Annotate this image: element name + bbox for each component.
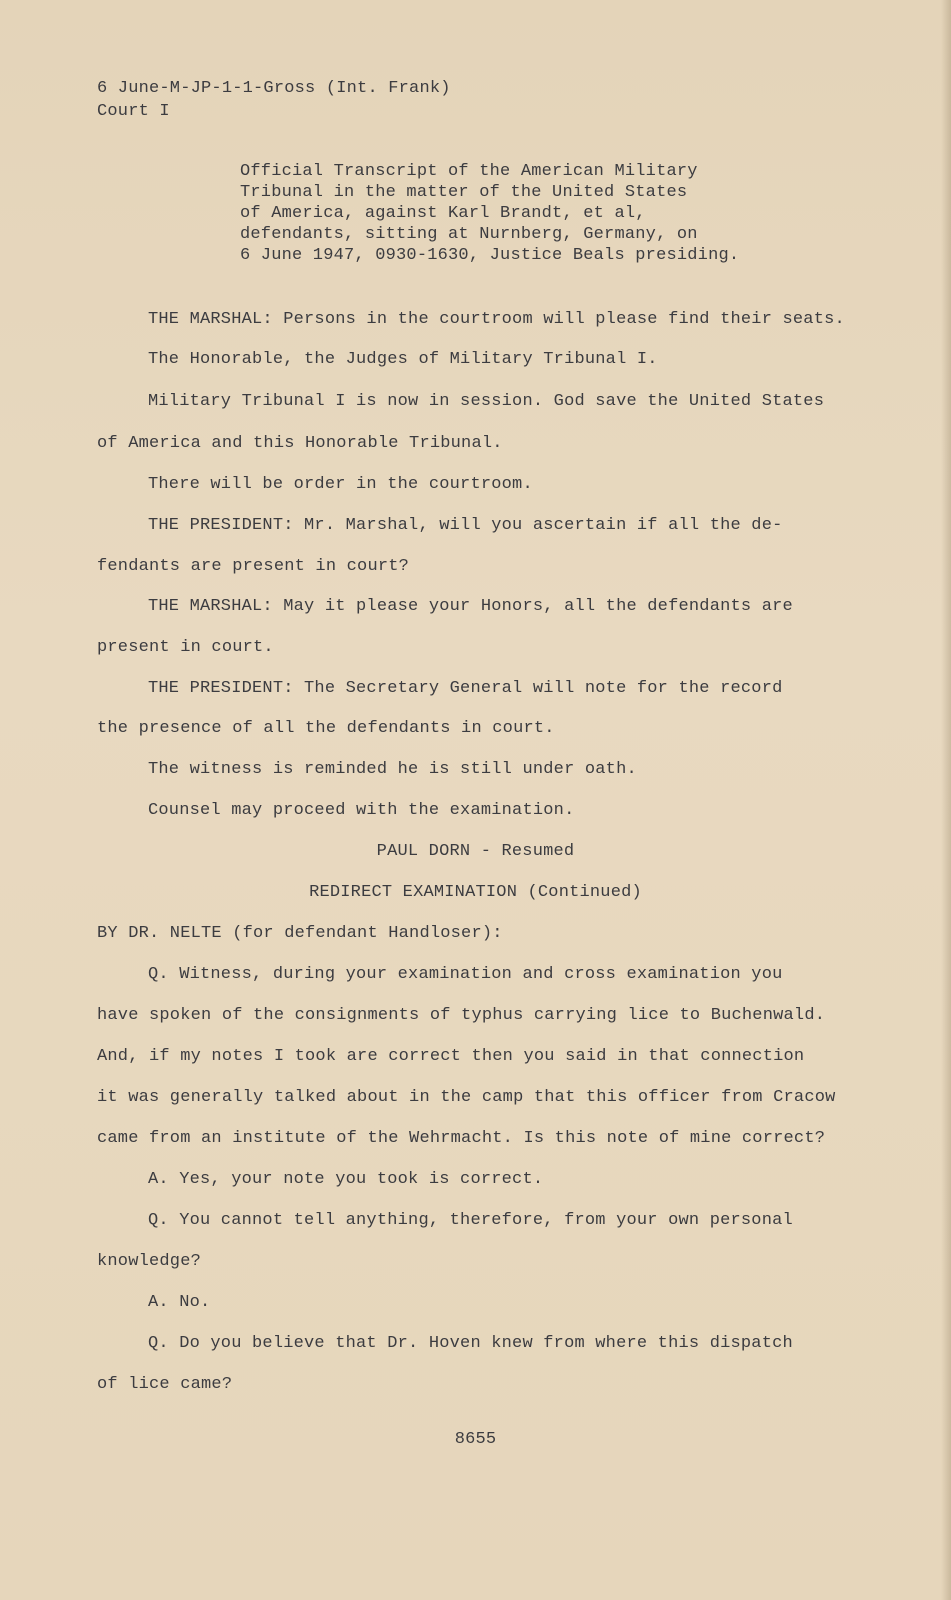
transcript-line: of America and this Honorable Tribunal. (97, 434, 503, 453)
transcript-line: THE MARSHAL: Persons in the courtroom will please find their seats. (148, 310, 845, 329)
title-line: Official Transcript of the American Military (240, 162, 698, 181)
transcript-line: of lice came? (97, 1375, 233, 1394)
transcript-line: Q. Do you believe that Dr. Hoven knew from where this dispatch (148, 1334, 793, 1353)
transcript-line: fendants are present in court? (97, 557, 410, 576)
transcript-line: A. No. (148, 1293, 211, 1312)
transcript-line: THE PRESIDENT: The Secretary General will note for the record (148, 679, 783, 698)
page-number: 8655 (454, 1430, 497, 1449)
transcript-line: present in court. (97, 638, 274, 657)
transcript-line: Military Tribunal I is now in session. God save the United States (148, 392, 825, 411)
transcript-line: And, if my notes I took are correct then you said in that connection (97, 1047, 805, 1066)
examiner-line: BY DR. NELTE (for defendant Handloser): (97, 924, 503, 943)
witness-heading: PAUL DORN - Resumed (376, 842, 575, 861)
header-reference: 6 June-M-JP-1-1-Gross (Int. Frank) (97, 79, 451, 98)
transcript-line: The witness is reminded he is still under oath. (148, 760, 637, 779)
transcript-line: THE PRESIDENT: Mr. Marshal, will you ascertain if all the de- (148, 516, 783, 535)
header-court: Court I (97, 102, 170, 121)
transcript-line: Q. You cannot tell anything, therefore, from your own personal (148, 1211, 793, 1230)
transcript-line: Counsel may proceed with the examination. (148, 801, 575, 820)
title-line: Tribunal in the matter of the United States (240, 183, 688, 202)
transcript-line: THE MARSHAL: May it please your Honors, all the defendants are (148, 597, 793, 616)
transcript-line: it was generally talked about in the camp that this officer from Cracow (97, 1088, 836, 1107)
title-line: of America, against Karl Brandt, et al, (240, 204, 646, 223)
transcript-line: There will be order in the courtroom. (148, 475, 533, 494)
title-line: 6 June 1947, 0930-1630, Justice Beals presiding. (240, 246, 740, 265)
title-line: defendants, sitting at Nurnberg, Germany, on (240, 225, 698, 244)
page-edge-shadow (941, 0, 951, 1600)
transcript-line: Q. Witness, during your examination and cross examination you (148, 965, 783, 984)
transcript-line: the presence of all the defendants in court. (97, 719, 555, 738)
transcript-line: The Honorable, the Judges of Military Tribunal I. (148, 350, 658, 369)
transcript-line: came from an institute of the Wehrmacht. Is this note of mine correct? (97, 1129, 826, 1148)
transcript-line: knowledge? (97, 1252, 202, 1271)
examination-heading: REDIRECT EXAMINATION (Continued) (309, 883, 642, 902)
transcript-line: A. Yes, your note you took is correct. (148, 1170, 544, 1189)
transcript-line: have spoken of the consignments of typhus carrying lice to Buchenwald. (97, 1006, 826, 1025)
